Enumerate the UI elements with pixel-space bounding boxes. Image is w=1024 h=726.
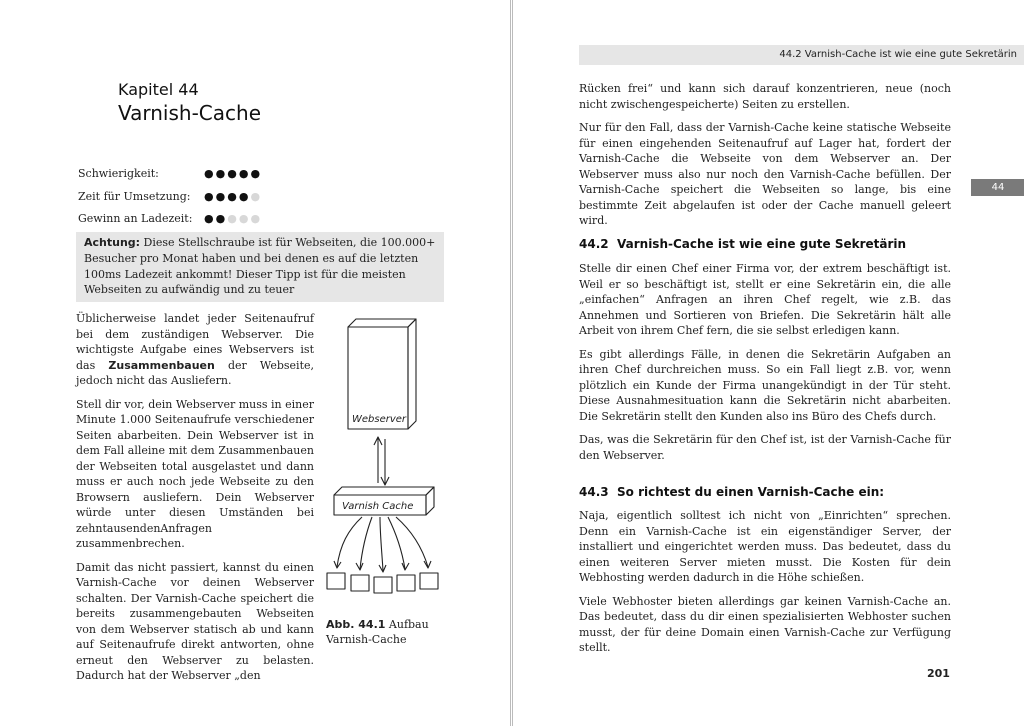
text-run: der Webseite, jedoch nicht das Ausliefern. <box>76 358 314 387</box>
section-heading-44-2 <box>579 237 906 251</box>
rating-dot-filled: ● <box>215 212 228 225</box>
rating-dots <box>204 212 262 226</box>
right-top-column <box>579 81 951 237</box>
rating-dot-filled: ● <box>204 190 216 203</box>
paragraph <box>76 311 314 389</box>
running-head: 44.2 Varnish-Cache ist wie eine gute Sekretärin <box>579 45 1024 65</box>
bold-term: Zusammenbauen <box>108 358 215 372</box>
page-number: 201 <box>927 667 950 680</box>
rating-dot-filled: ● <box>250 167 263 180</box>
rating-dot-filled: ● <box>215 190 228 203</box>
rating-label: Schwierigkeit: <box>78 167 159 180</box>
rating-dot-filled: ● <box>227 167 239 180</box>
webserver-label: Webserver <box>352 414 407 425</box>
section-title: Varnish-Cache ist wie eine gute Sekretärin <box>617 237 907 251</box>
text-run: Üblicherweise landet jeder Seitenaufruf bei dem zuständigen Webserver. Die wichtigste Aufgabe eines Webservers ist das <box>76 312 314 372</box>
rating-dot-empty: ● <box>238 212 251 225</box>
rating-label: Gewinn an Ladezeit: <box>78 212 193 225</box>
paragraph: Das, was die Sekretärin für den Chef ist, ist der Varnish-Cache für den Webserver. <box>579 433 951 462</box>
rating-dot-filled: ● <box>204 167 216 180</box>
paragraph: Stelle dir einen Chef einer Firma vor, der extrem beschäftigt ist. Weil er so beschäftigt ist, stellt er eine Sekretärin ein, die alle „einfachen“ Anfragen an ihren Chef regelt, wie z.B. das Annehmen und Sortieren von Briefen. Die Sekretärin hält alle Arbeit von ihrem Chef fern, die sie selbst erledigen kann. <box>579 262 951 337</box>
rating-dot-filled: ● <box>227 190 239 203</box>
paragraph: Viele Webhoster bieten allerdings gar keinen Varnish-Cache an. Das bedeutet, dass du dir einen spezialisierten Webhoster suchen musst, der für deine Domain einen Varnish-Cache zur Verfügung stellt. <box>579 594 951 654</box>
rating-dot-empty: ● <box>250 212 263 225</box>
caption-label: Abb. 44.1 <box>326 618 386 631</box>
chapter-label: Kapitel 44 <box>118 80 199 99</box>
rating-dot-filled: ● <box>238 167 251 180</box>
section-title: So richtest du einen Varnish-Cache ein: <box>617 485 885 499</box>
rating-dots <box>204 167 262 181</box>
right-page <box>512 0 1024 726</box>
cache-label: Varnish Cache <box>342 501 414 512</box>
rating-dot-filled: ● <box>215 167 228 180</box>
warning-label: Achtung: <box>84 236 141 249</box>
diagram-svg <box>322 305 442 605</box>
figure-varnish-diagram <box>322 305 442 605</box>
paragraph: Damit das nicht passiert, kannst du einen Varnish-Cache vor deinen Webserver schalten. Der Varnish-Cache speichert die bereits zusammengebauten Webseiten von dem Webserver statisch ab und kann auf Seitenaufrufe direkt antworten, ohne erneut den Webserver zu belasten. Dadurch hat der Webserver „den <box>76 560 314 682</box>
chapter-thumb-tab: 44 <box>971 179 1024 196</box>
rating-dot-filled: ● <box>238 190 251 203</box>
caption-text: Aufbau Varnish-Cache <box>326 618 429 646</box>
section-44-2-body <box>579 261 951 471</box>
paragraph: Rücken frei“ und kann sich darauf konzentrieren, neue (noch nicht zwischengespeicherte) Seiten zu erstellen. <box>579 82 951 111</box>
paragraph: Nur für den Fall, dass der Varnish-Cache keine statische Webseite für einen eingehenden Seitenaufruf auf Lager hat, fordert der Varnish-Cache die Webseite von dem Webserver an. Der Webserver muss also nur noch den Varnish-Cache befüllen. Der Varnish-Cache speichert die Webseiten so lange, bis eine bestimmte Zeit abgelaufen ist oder der Cache manuell geleert wird. <box>579 121 951 227</box>
rating-dots <box>204 190 262 204</box>
warning-text: Diese Stellschraube ist für Webseiten, die 100.000+ Besucher pro Monat haben und bei denen es auf die letzten 100ms Ladezeit ankommt! Dieser Tipp ist für die meisten Webseiten zu aufwändig und zu teuer <box>84 236 436 297</box>
rating-load-time-gain <box>78 212 278 226</box>
rating-label: Zeit für Umsetzung: <box>78 190 191 203</box>
section-number: 44.3 <box>579 485 609 499</box>
paragraph: Naja, eigentlich solltest ich nicht von „Einrichten“ sprechen. Denn ein Varnish-Cache ist ein eigenständiger Server, der installiert und eingerichtet werden muss. Das bedeutet, dass du einen weiteren Server mieten musst. Die Kosten für dein Webhosting werden dadurch in die Höhe schießen. <box>579 509 951 584</box>
rating-difficulty <box>78 167 278 181</box>
left-body-column <box>76 311 314 692</box>
warning-box <box>76 232 444 302</box>
paragraph: Stell dir vor, dein Webserver muss in einer Minute 1.000 Seitenaufrufe verschiedener Seiten abarbeiten. Dein Webserver ist in dem Fall alleine mit dem Zusammenbauen der Webseiten total ausgelastet und dann muss er auch noch jede Webseite zu den Browsern ausliefern. Dein Webserver würde unter diesen Umständen bei zehntausendenAnfragen zusammenbrechen. <box>76 397 314 550</box>
rating-implementation-time <box>78 190 278 204</box>
figure-caption <box>326 617 446 647</box>
rating-dot-filled: ● <box>204 212 216 225</box>
section-number: 44.2 <box>579 237 609 251</box>
rating-dot-empty: ● <box>227 212 239 225</box>
chapter-title: Varnish-Cache <box>118 101 261 125</box>
paragraph: Es gibt allerdings Fälle, in denen die Sekretärin Aufgaben an ihren Chef durchreichen muss. So ein Fall liegt z.B. vor, wenn plötzlich ein Kunde der Firma unangekündigt in der Tür steht. Diese Ausnahmesituation kann die Sekretärin nicht abarbeiten. Die Sekretärin stellt den Kunden also ins Büro des Chefs durch. <box>579 347 951 423</box>
section-heading-44-3 <box>579 485 884 499</box>
section-44-3-body <box>579 508 951 664</box>
rating-dot-empty: ● <box>250 190 263 203</box>
left-page <box>0 0 511 726</box>
